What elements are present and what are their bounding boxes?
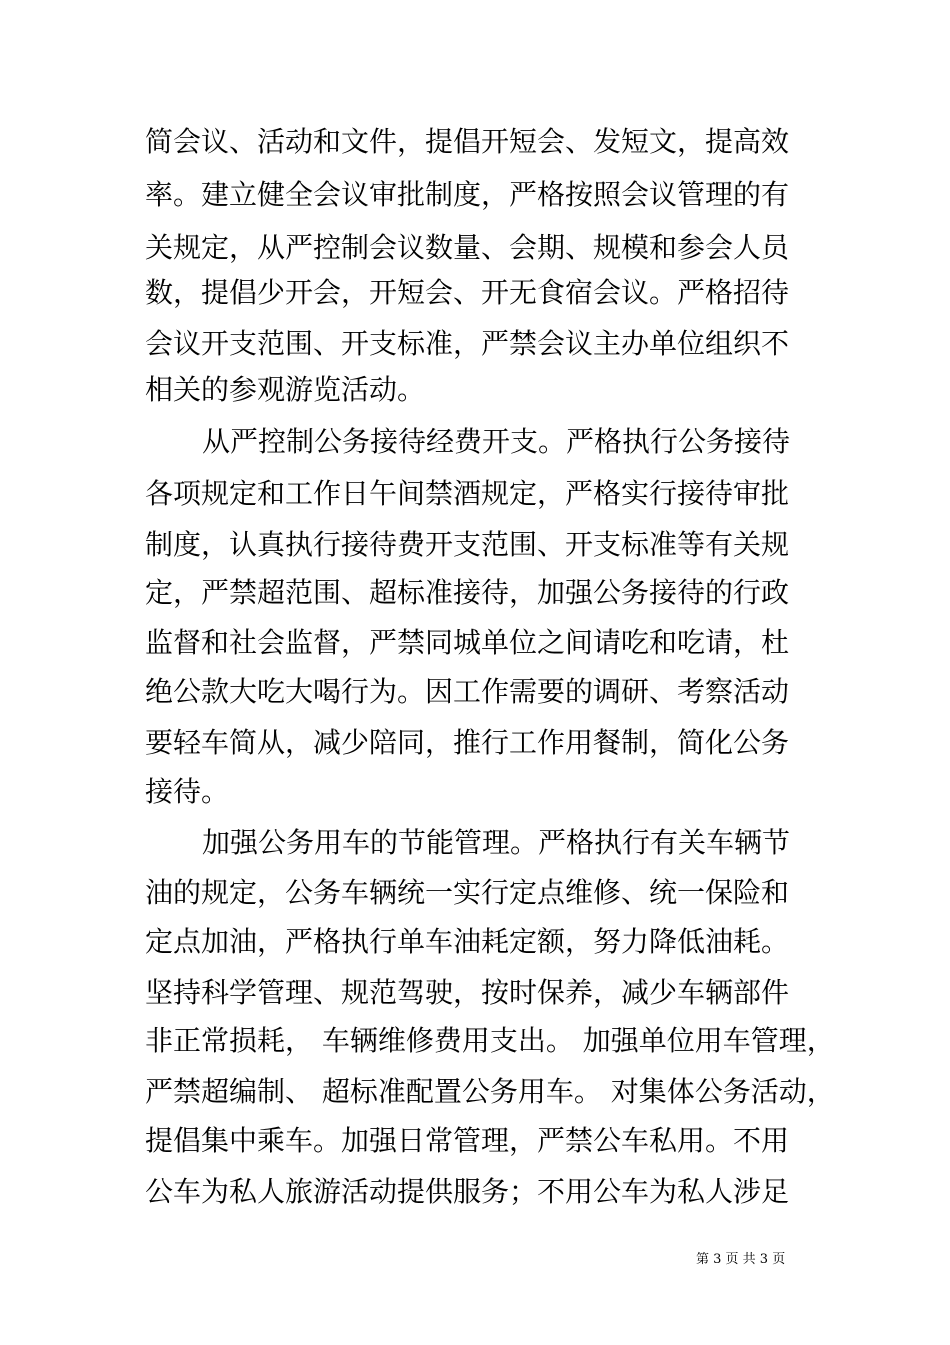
text-line: 要轻车简从，减少陪同，推行工作用餐制，简化公务: [145, 726, 790, 759]
paragraph-first-line: 加强公务用车的节能管理。严格执行有关车辆节: [202, 826, 791, 859]
paragraph-first-line: 从严控制公务接待经费开支。严格执行公务接待: [202, 425, 791, 458]
text-line: 提倡集中乘车。加强日常管理，严禁公车私用。不用: [145, 1124, 790, 1157]
text-line: 关规定，从严控制会议数量、会期、规模和参会人员: [145, 231, 790, 264]
text-line: 监督和社会监督，严禁同城单位之间请吃和吃请，杜: [145, 626, 790, 659]
text-line: 定点加油，严格执行单车油耗定额，努力降低油耗。: [145, 925, 790, 958]
text-line: 油的规定，公务车辆统一实行定点维修、统一保险和: [145, 876, 790, 909]
text-line: 会议开支范围、开支标准，严禁会议主办单位组织不: [145, 327, 790, 360]
page-number: 第 3 页 共 3 页: [696, 1252, 786, 1267]
text-line: 坚持科学管理、规范驾驶，按时保养，减少车辆部件: [145, 976, 790, 1009]
text-line: 数，提倡少开会，开短会、开无食宿会议。严格招待: [145, 276, 790, 309]
text-line: 相关的参观游览活动。: [145, 373, 426, 406]
text-line: 非正常损耗， 车辆维修费用支出。 加强单位用车管理，: [145, 1024, 835, 1057]
text-line: 各项规定和工作日午间禁酒规定，严格实行接待审批: [145, 477, 790, 510]
text-line: 制度，认真执行接待费开支范围、开支标准等有关规: [145, 528, 790, 561]
text-line: 公车为私人旅游活动提供服务；不用公车为私人涉足: [145, 1175, 790, 1208]
text-line: 绝公款大吃大喝行为。因工作需要的调研、考察活动: [145, 675, 790, 708]
text-line: 定，严禁超范围、超标准接待，加强公务接待的行政: [145, 576, 790, 609]
text-line: 简会议、活动和文件，提倡开短会、发短文，提高效: [145, 125, 790, 158]
text-line: 率。建立健全会议审批制度，严格按照会议管理的有: [145, 178, 790, 211]
text-line: 接待。: [145, 775, 230, 808]
text-line: 严禁超编制、 超标准配置公务用车。 对集体公务活动，: [145, 1075, 835, 1108]
